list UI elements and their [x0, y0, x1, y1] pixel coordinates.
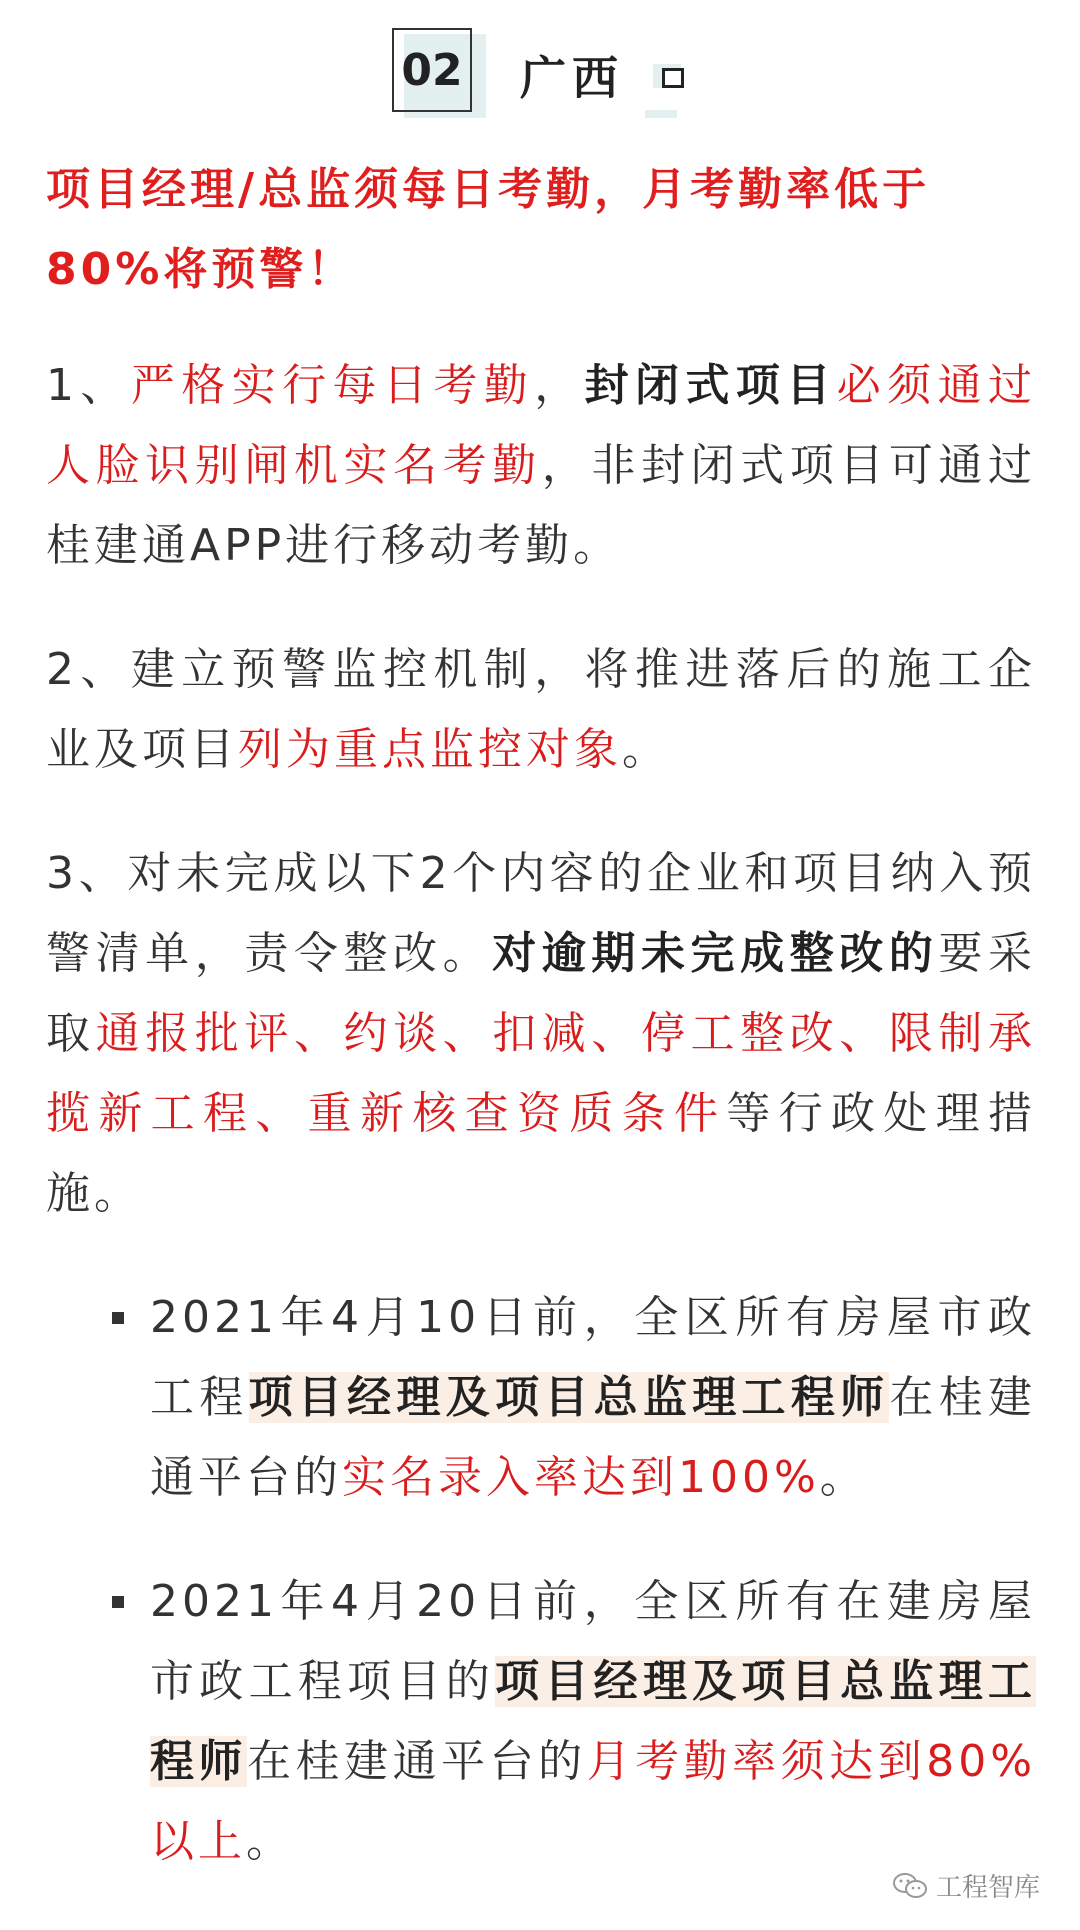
- paragraph-3: [46, 834, 1036, 1234]
- para-text: ，非封闭式项目可通过桂建通APP进行移动考勤。: [46, 440, 1037, 571]
- item-text: 2021年4月20日前，全区所有在建房屋市政工程项目的: [150, 1576, 1036, 1707]
- bold-emphasis: 封闭式项目: [584, 360, 837, 411]
- item-text: 2021年4月10日前，全区所有房屋市政工程: [150, 1292, 1036, 1423]
- section-region: 广西: [520, 51, 624, 105]
- item-text: 。: [246, 1816, 294, 1867]
- para-text: 2、建立预警监控机制，将推进落后的施工企业及项目: [46, 644, 1036, 775]
- article-body: [46, 150, 1036, 1926]
- red-emphasis: 通报批评、约谈、扣减、停工整改、限制承揽新工程、重新核查资质条件: [46, 1008, 1037, 1139]
- red-emphasis: 月考勤率须达到80%以上: [150, 1736, 1037, 1867]
- requirement-list: [46, 1278, 1036, 1882]
- item-text: 。: [819, 1452, 868, 1503]
- para-text: 要采取: [46, 928, 1037, 1059]
- para-text: 。: [622, 724, 670, 775]
- decoration-bar: [645, 110, 677, 118]
- square-decoration-icon: [662, 68, 684, 88]
- section-number: 02: [392, 28, 472, 112]
- item-text: 在桂建通平台的: [247, 1736, 587, 1787]
- para-text: 1、: [46, 360, 131, 411]
- bold-emphasis: 对逾期未完成整改的: [492, 928, 939, 979]
- list-item: [150, 1562, 1036, 1882]
- paragraph-1: [46, 346, 1036, 586]
- para-text: 等行政处理措施。: [46, 1088, 1037, 1219]
- para-text: ，: [534, 360, 585, 411]
- watermark: [892, 1867, 1040, 1904]
- highlighted-text: 项目经理及项目总监理工程师: [248, 1372, 890, 1423]
- section-header: [0, 22, 1080, 122]
- red-emphasis: 必须通过人脸识别闸机实名考勤: [46, 360, 1037, 491]
- headline: 项目经理/总监须每日考勤，月考勤率低于80%将预警！: [46, 164, 931, 295]
- highlighted-text: 项目经理及项目总监理工程师: [150, 1656, 1037, 1787]
- bullet-icon: [112, 1596, 124, 1608]
- item-text: 在桂建通平台的: [150, 1372, 1037, 1503]
- wechat-icon: [892, 1872, 928, 1900]
- para-text: 3、对未完成以下2个内容的企业和项目纳入预警清单，责令整改。: [46, 848, 1036, 979]
- red-emphasis: 严格实行每日考勤: [130, 360, 535, 411]
- list-item: [150, 1278, 1036, 1518]
- bullet-icon: [112, 1312, 124, 1324]
- red-emphasis: 实名录入率达到100%: [342, 1452, 820, 1503]
- paragraph-2: [46, 630, 1036, 790]
- source-name: 工程智库: [935, 1873, 1040, 1903]
- red-emphasis: 列为重点监控对象: [238, 724, 622, 775]
